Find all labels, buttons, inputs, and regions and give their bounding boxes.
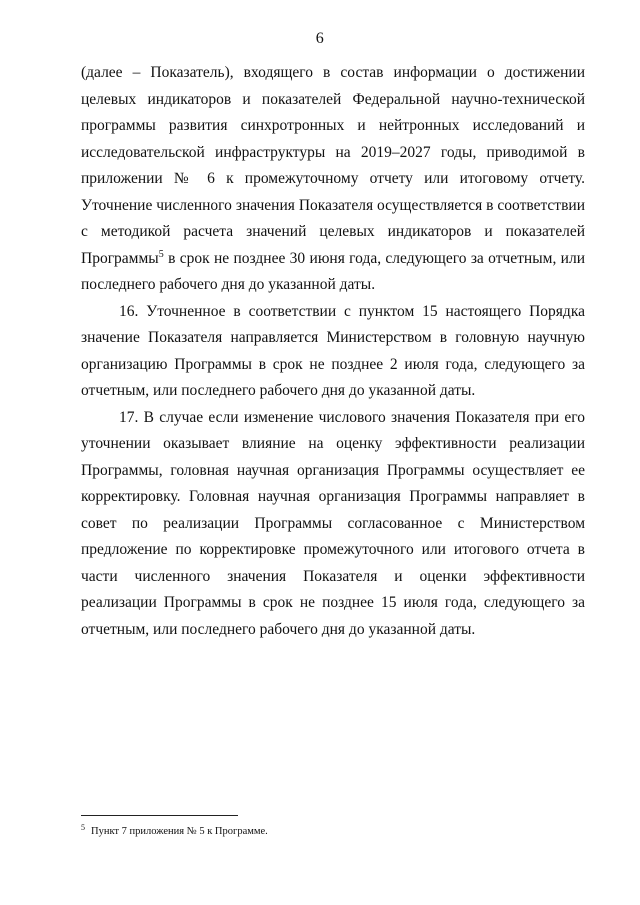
paragraph-16: 16. Уточненное в соответствии с пунктом 15 настоящего Порядка значение Показателя направляется Министерством в головную научную организацию Программы в срок не позднее 2 июля года, следующего за отчетным, или последнего рабочего дня до указанной даты. <box>81 302 585 399</box>
paragraph-continuation-tail: в срок не позднее 30 июня года, следующего за отчетным, или последнего рабочего дня до указанной даты. <box>81 249 585 293</box>
footnote-mark: 5 <box>81 822 85 832</box>
footnote-reference: 5 <box>158 248 164 260</box>
footnote-separator <box>81 815 238 816</box>
footnote-text: Пункт 7 приложения № 5 к Программе. <box>91 826 268 837</box>
paragraph-continuation-text: (далее – Показатель), входящего в состав информации о достижении целевых индикаторов и показателей Федеральной научно-технической программы развития синхротронных и нейтронных исследований и исследовательской инфраструктуры на 2019–2027 годы, приводимой в приложении № 6 к промежуточному отчету или итоговому отчету. Уточнение численного значения Показателя осуществляется в соответствии с методикой расчета значений целевых индикаторов и показателей Программы <box>81 64 585 267</box>
page-number: 6 <box>315 30 325 47</box>
paragraph-continuation <box>81 60 585 299</box>
paragraph-17: 17. В случае если изменение числового значения Показателя при его уточнении оказывает влияние на оценку эффективности реализации Программы, головная научная организация Программы осуществляет ее корректировку. Головная научная организация Программы направляет в совет по реализации Программы согласованное с Министерством предложение по корректировке промежуточного или итогового отчета в части численного значения Показателя и оценки эффективности реализации Программы в срок не позднее 15 июля года, следующего за отчетным, или последнего рабочего дня до указанной даты. <box>81 408 585 638</box>
footnote <box>81 822 268 839</box>
body-text <box>81 60 585 643</box>
